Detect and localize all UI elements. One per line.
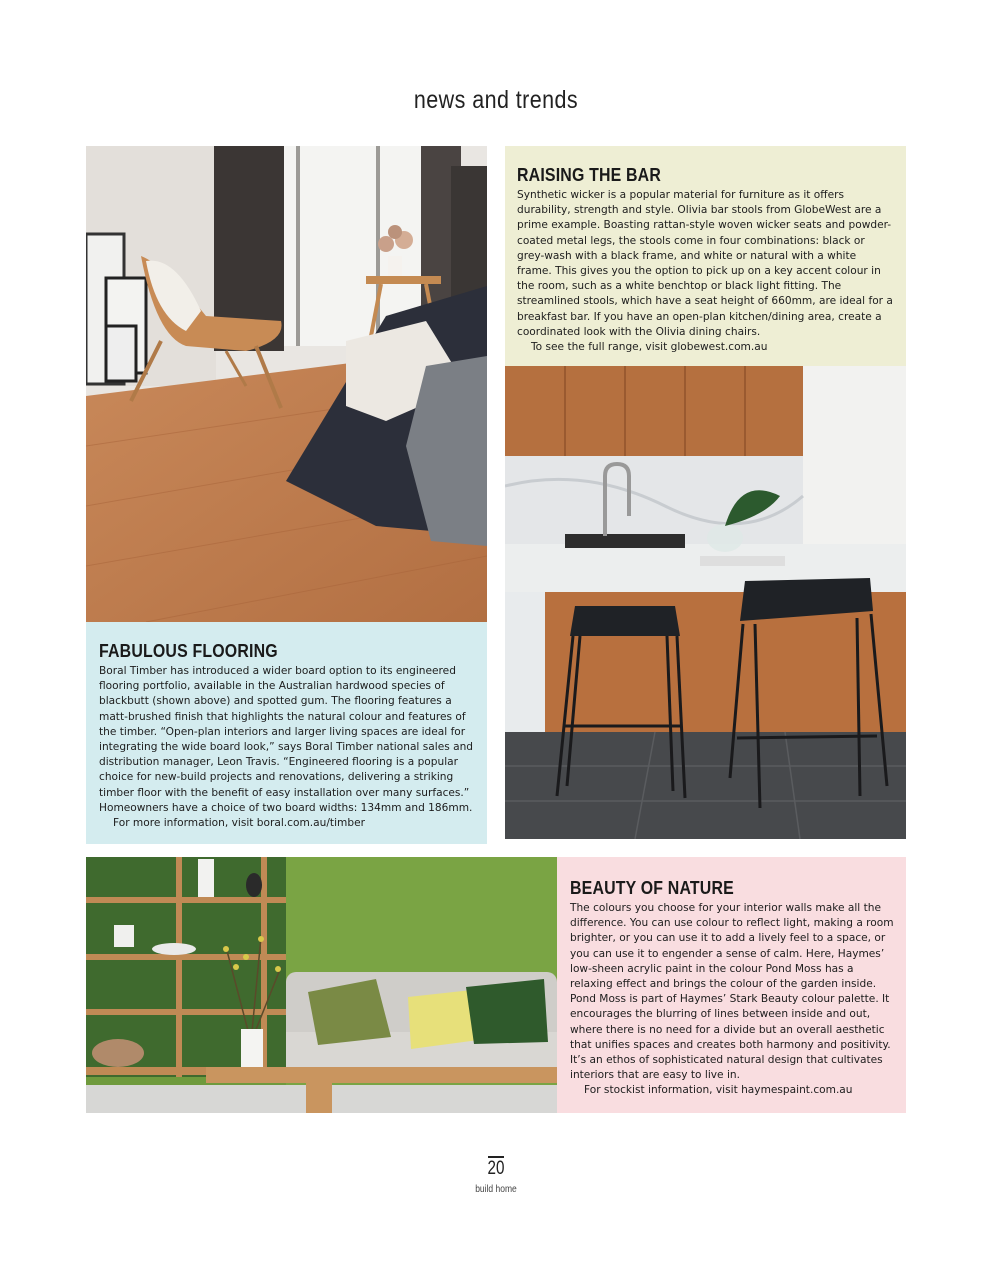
kitchen-bar-stools-photo bbox=[505, 366, 906, 839]
beauty-of-nature-body: The colours you choose for your interior walls make all the difference. You can use colour to reflect light, making a room brighter, or you can use it to add a lively feel to a space, or you can use it to engender a sense of calm. Here, Haymes’ low-sheen acrylic paint in the colour Pond Moss has a relaxing effect and brings the colour of the garden inside. Pond Moss is part of Haymes’ Stark Beauty colour palette. It encourages the blurring of lines between inside and out, where there is no need for a divide but an overall aesthetic that unifies spaces and creates both harmony and positivity. It’s an ethos of sophisticated natural design that cultivates interiors that are easy to live in. bbox=[570, 902, 894, 1082]
fabulous-flooring-heading: FABULOUS FLOORING bbox=[99, 640, 278, 661]
section-title: news and trends bbox=[413, 86, 579, 114]
raising-the-bar-cta: To see the full range, visit globewest.com.au bbox=[531, 341, 768, 354]
publication-name: build home bbox=[475, 1184, 517, 1195]
page-number: 20 bbox=[487, 1158, 505, 1179]
raising-the-bar-heading: RAISING THE BAR bbox=[517, 164, 662, 185]
fabulous-flooring-panel bbox=[86, 622, 487, 844]
raising-the-bar-body: Synthetic wicker is a popular material for furniture as it offers durability, strength and style. Olivia bar stools from GlobeWest are a prime example. Boasting rattan-style woven wicker seats and powder-coated metal legs, the stools come in four combinations: black or grey-wash with a black frame, and white or natural with a white frame. This gives you the option to pick up on a key accent colour in the room, such as a white benchtop or black light fitting. The streamlined stools, which have a seat height of 660mm, are ideal for a breakfast bar. If you have an open-plan kitchen/dining area, create a coordinated look with the Olivia dining chairs. bbox=[517, 189, 893, 338]
raising-the-bar-panel bbox=[505, 146, 906, 366]
beauty-of-nature-heading: BEAUTY OF NATURE bbox=[570, 877, 734, 898]
fabulous-flooring-body: Boral Timber has introduced a wider board option to its engineered flooring portfolio, available in the Australian hardwood species of blackbutt (shown above) and spotted gum. The flooring features a matt-brushed finish that highlights the natural colour and features of the timber. “Open-plan interiors and larger living spaces are ideal for integrating the wide board look,” says Boral Timber national sales and distribution manager, Leon Travis. “Engineered flooring is a popular choice for new-build projects and renovations, delivering a striking timber floor with the benefit of easy installation over many surfaces.” Homeowners have a choice of two board widths: 134mm and 186mm. bbox=[99, 665, 474, 814]
beauty-of-nature-panel bbox=[557, 857, 906, 1113]
bedroom-timber-floor-photo bbox=[86, 146, 487, 622]
beauty-of-nature-cta: For stockist information, visit haymespaint.com.au bbox=[584, 1084, 853, 1097]
green-living-room-photo bbox=[86, 857, 557, 1113]
fabulous-flooring-cta: For more information, visit boral.com.au/timber bbox=[113, 817, 365, 830]
